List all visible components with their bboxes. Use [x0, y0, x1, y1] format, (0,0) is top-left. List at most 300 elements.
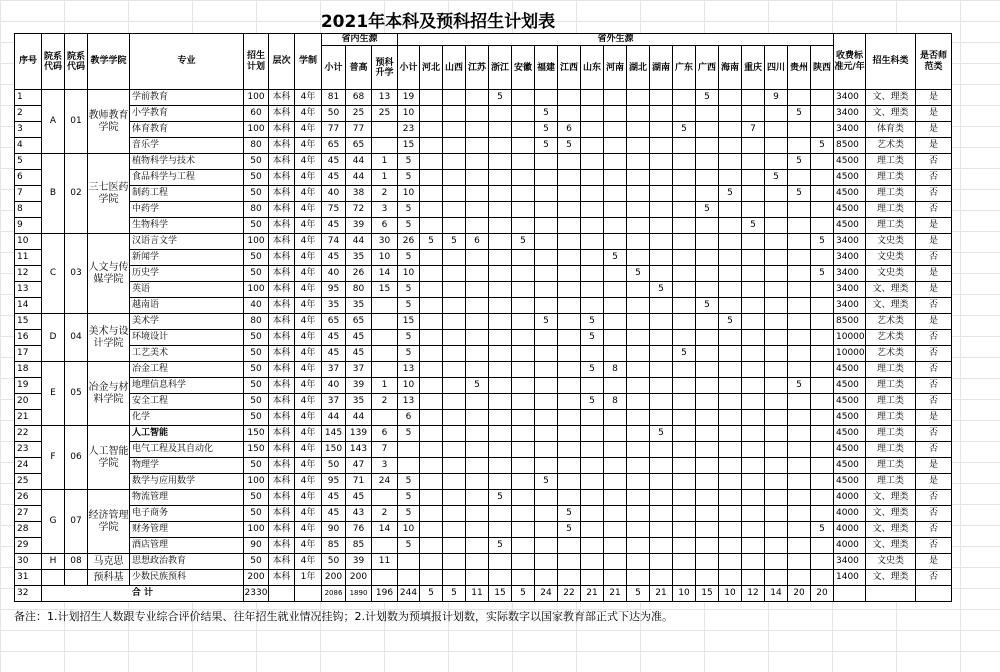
cell-count: 45	[346, 330, 372, 346]
cell-count: 25	[372, 106, 398, 122]
header-out-sub-12: 广东	[673, 46, 696, 90]
cell-major: 学前教育	[130, 90, 244, 106]
cell-count	[742, 522, 765, 538]
cell-count	[489, 122, 512, 138]
cell-count	[512, 362, 535, 378]
cell-duration: 4年	[295, 298, 322, 314]
cell-count	[719, 218, 742, 234]
cell-college: 三七医药学院	[88, 154, 130, 234]
cell-count: 21	[604, 586, 627, 602]
cell-count	[512, 250, 535, 266]
cell-count	[535, 266, 558, 282]
cell-count: 12	[742, 586, 765, 602]
header-seq: 序号	[15, 34, 42, 90]
cell-count	[443, 506, 466, 522]
cell-count: 35	[346, 298, 372, 314]
cell-count: 65	[346, 314, 372, 330]
cell-seq: 5	[15, 154, 42, 170]
cell-count	[420, 298, 443, 314]
cell-count	[604, 522, 627, 538]
cell-level: 本科	[269, 154, 295, 170]
cell-level: 本科	[269, 554, 295, 570]
cell-major: 物理学	[130, 458, 244, 474]
cell-count: 37	[322, 362, 346, 378]
cell-normal: 是	[916, 410, 952, 426]
cell-duration: 4年	[295, 314, 322, 330]
cell-count: 5	[558, 506, 581, 522]
cell-count	[466, 330, 489, 346]
cell-count: 7	[742, 122, 765, 138]
cell-count	[742, 106, 765, 122]
cell-count	[581, 138, 604, 154]
cell-count	[788, 442, 811, 458]
cell-dept-code: E	[42, 362, 65, 426]
cell-fee: 3400	[834, 266, 866, 282]
cell-plan: 100	[244, 282, 269, 298]
cell-seq: 9	[15, 218, 42, 234]
cell-count	[765, 250, 788, 266]
cell-duration: 4年	[295, 250, 322, 266]
cell-count	[489, 570, 512, 586]
cell-count	[673, 522, 696, 538]
cell-count	[420, 378, 443, 394]
cell-count	[581, 154, 604, 170]
cell-count: 1890	[346, 586, 372, 602]
cell-count	[535, 426, 558, 442]
cell-count: 65	[322, 138, 346, 154]
table-row	[15, 426, 952, 442]
cell-dept-code-2: 06	[65, 426, 88, 490]
cell-count: 5	[398, 202, 420, 218]
cell-count	[811, 378, 834, 394]
cell-count: 10	[398, 266, 420, 282]
cell-plan: 50	[244, 506, 269, 522]
header-out-sub-8: 山东	[581, 46, 604, 90]
cell-count	[719, 362, 742, 378]
cell-duration: 4年	[295, 506, 322, 522]
header-normal: 是否师范类	[916, 34, 952, 90]
cell-count	[627, 186, 650, 202]
footnote: 备注：1.计划招生人数跟专业综合评价结果、往年招生就业情况挂钩；2.计划数为预填报计划数，实际数字以国家教育部正式下达为准。	[14, 610, 673, 623]
cell-seq: 14	[15, 298, 42, 314]
cell-count	[581, 250, 604, 266]
cell-count: 5	[398, 346, 420, 362]
cell-count	[489, 154, 512, 170]
cell-count	[443, 282, 466, 298]
cell-count	[673, 490, 696, 506]
cell-count: 40	[322, 378, 346, 394]
cell-count: 90	[322, 522, 346, 538]
cell-category: 文、理类	[866, 106, 916, 122]
cell-count	[558, 554, 581, 570]
cell-count	[696, 106, 719, 122]
cell-count	[765, 538, 788, 554]
table-row	[15, 138, 952, 154]
cell-count	[811, 170, 834, 186]
cell-plan: 100	[244, 90, 269, 106]
header-out-sub-7: 江西	[558, 46, 581, 90]
cell-count: 6	[398, 410, 420, 426]
cell-dept-code: G	[42, 490, 65, 554]
cell-count: 45	[322, 154, 346, 170]
cell-count	[535, 554, 558, 570]
cell-count	[742, 442, 765, 458]
cell-count	[512, 122, 535, 138]
cell-count: 5	[719, 314, 742, 330]
cell-count	[558, 394, 581, 410]
cell-count	[811, 154, 834, 170]
cell-count	[581, 282, 604, 298]
cell-count	[443, 522, 466, 538]
cell-count	[788, 522, 811, 538]
cell-count	[650, 234, 673, 250]
table-row	[15, 522, 952, 538]
cell-count	[372, 138, 398, 154]
cell-normal: 否	[916, 378, 952, 394]
cell-dept-code-2: 05	[65, 362, 88, 426]
cell-count	[466, 90, 489, 106]
cell-count: 77	[346, 122, 372, 138]
cell-count	[811, 394, 834, 410]
cell-count: 24	[535, 586, 558, 602]
cell-count	[765, 570, 788, 586]
cell-count	[696, 266, 719, 282]
cell-count	[696, 250, 719, 266]
cell-count	[742, 266, 765, 282]
cell-seq: 4	[15, 138, 42, 154]
cell-seq: 2	[15, 106, 42, 122]
cell-fee: 4500	[834, 410, 866, 426]
cell-count	[535, 394, 558, 410]
cell-count: 14	[372, 266, 398, 282]
cell-count	[466, 170, 489, 186]
cell-count	[696, 282, 719, 298]
cell-plan: 100	[244, 122, 269, 138]
cell-normal: 否	[916, 394, 952, 410]
cell-count	[696, 346, 719, 362]
cell-dept-code: A	[42, 90, 65, 154]
header-category: 招生科类	[866, 34, 916, 90]
cell-count	[466, 442, 489, 458]
cell-count	[811, 314, 834, 330]
header-in-sub-1: 普高	[346, 46, 372, 90]
cell-count: 40	[322, 266, 346, 282]
cell-count	[811, 330, 834, 346]
cell-count	[420, 474, 443, 490]
cell-count	[581, 202, 604, 218]
cell-count: 5	[788, 378, 811, 394]
cell-count: 5	[581, 314, 604, 330]
table-row	[15, 362, 952, 378]
cell-major: 工艺美术	[130, 346, 244, 362]
cell-count: 80	[346, 282, 372, 298]
cell-count	[765, 442, 788, 458]
cell-major: 越南语	[130, 298, 244, 314]
cell-count	[604, 106, 627, 122]
cell-category: 文、理类	[866, 522, 916, 538]
cell-total-label: 合 计	[42, 586, 244, 602]
cell-count: 139	[346, 426, 372, 442]
cell-count: 37	[322, 394, 346, 410]
cell-count	[420, 506, 443, 522]
cell-count	[558, 426, 581, 442]
table-row	[15, 442, 952, 458]
cell-count	[420, 522, 443, 538]
cell-count: 5	[489, 90, 512, 106]
cell-level: 本科	[269, 362, 295, 378]
cell-count: 21	[581, 586, 604, 602]
cell-count	[650, 154, 673, 170]
cell-count	[719, 410, 742, 426]
cell-count	[742, 250, 765, 266]
cell-count: 45	[322, 250, 346, 266]
cell-fee: 4500	[834, 186, 866, 202]
cell-count	[443, 138, 466, 154]
cell-count	[558, 298, 581, 314]
cell-duration: 4年	[295, 154, 322, 170]
cell-count	[673, 282, 696, 298]
cell-count	[811, 538, 834, 554]
cell-count	[372, 570, 398, 586]
cell-seq: 18	[15, 362, 42, 378]
cell-count	[398, 442, 420, 458]
cell-count	[719, 234, 742, 250]
cell-count	[466, 570, 489, 586]
cell-count	[627, 330, 650, 346]
cell-fee: 3400	[834, 282, 866, 298]
cell-count	[535, 90, 558, 106]
cell-count	[788, 362, 811, 378]
cell-count: 10	[398, 522, 420, 538]
cell-count	[443, 298, 466, 314]
cell-count: 10	[398, 106, 420, 122]
cell-count	[719, 330, 742, 346]
cell-count	[558, 458, 581, 474]
cell-count	[650, 522, 673, 538]
cell-count	[673, 186, 696, 202]
cell-count	[604, 186, 627, 202]
cell-count: 77	[322, 122, 346, 138]
cell-count	[420, 122, 443, 138]
cell-count	[650, 250, 673, 266]
cell-college: 人文与传媒学院	[88, 234, 130, 314]
cell-normal: 是	[916, 106, 952, 122]
cell-count	[466, 298, 489, 314]
cell-count	[627, 362, 650, 378]
cell-count	[420, 394, 443, 410]
cell-count	[627, 298, 650, 314]
cell-count	[627, 490, 650, 506]
cell-count	[742, 474, 765, 490]
cell-count	[558, 538, 581, 554]
cell-count: 2086	[322, 586, 346, 602]
cell-count	[788, 266, 811, 282]
cell-count	[788, 538, 811, 554]
cell-count	[420, 314, 443, 330]
cell-fee: 4500	[834, 442, 866, 458]
cell-seq: 3	[15, 122, 42, 138]
cell-count	[788, 314, 811, 330]
cell-count	[765, 426, 788, 442]
cell-count	[742, 186, 765, 202]
cell-count	[696, 570, 719, 586]
cell-normal: 是	[916, 218, 952, 234]
cell-count	[788, 202, 811, 218]
cell-count	[765, 298, 788, 314]
table-row	[15, 314, 952, 330]
cell-count	[535, 458, 558, 474]
cell-count	[627, 90, 650, 106]
cell-count	[650, 458, 673, 474]
cell-category: 理工类	[866, 154, 916, 170]
cell-count	[512, 490, 535, 506]
cell-count	[604, 218, 627, 234]
cell-count	[466, 154, 489, 170]
cell-count	[673, 394, 696, 410]
cell-count	[696, 186, 719, 202]
cell-count	[673, 298, 696, 314]
cell-count	[604, 410, 627, 426]
cell-count: 5	[627, 586, 650, 602]
cell-count: 8	[604, 362, 627, 378]
cell-count	[742, 458, 765, 474]
cell-count: 5	[811, 234, 834, 250]
header-out-sub-18: 陕西	[811, 46, 834, 90]
cell-count	[627, 282, 650, 298]
cell-count	[650, 506, 673, 522]
cell-count	[627, 394, 650, 410]
cell-count	[742, 330, 765, 346]
cell-count: 85	[322, 538, 346, 554]
cell-plan: 50	[244, 218, 269, 234]
cell-count	[696, 442, 719, 458]
cell-count: 5	[443, 586, 466, 602]
cell-count	[535, 570, 558, 586]
cell-count	[512, 170, 535, 186]
cell-count	[489, 442, 512, 458]
cell-count	[443, 570, 466, 586]
cell-count: 200	[346, 570, 372, 586]
cell-category: 艺术类	[866, 314, 916, 330]
cell-count: 5	[788, 154, 811, 170]
table-row	[15, 202, 952, 218]
cell-count	[443, 170, 466, 186]
cell-count	[742, 554, 765, 570]
cell-count	[604, 314, 627, 330]
cell-count	[696, 538, 719, 554]
cell-college: 人工智能学院	[88, 426, 130, 490]
cell-count: 5	[398, 170, 420, 186]
cell-plan: 50	[244, 410, 269, 426]
cell-normal	[916, 586, 952, 602]
table-row	[15, 506, 952, 522]
cell-duration: 4年	[295, 378, 322, 394]
cell-count: 44	[346, 410, 372, 426]
cell-count	[489, 250, 512, 266]
table-row	[15, 458, 952, 474]
cell-count: 45	[346, 346, 372, 362]
cell-count: 2	[372, 186, 398, 202]
cell-normal: 否	[916, 250, 952, 266]
cell-count	[372, 490, 398, 506]
cell-count	[535, 202, 558, 218]
cell-count: 25	[346, 106, 372, 122]
cell-count	[466, 202, 489, 218]
cell-normal: 否	[916, 154, 952, 170]
header-in-sub-2: 预科升学	[372, 46, 398, 90]
cell-count: 37	[346, 362, 372, 378]
cell-count	[372, 314, 398, 330]
cell-count	[466, 186, 489, 202]
table-row	[15, 122, 952, 138]
cell-count: 3	[372, 458, 398, 474]
cell-count	[719, 474, 742, 490]
cell-count	[443, 538, 466, 554]
table-row	[15, 410, 952, 426]
cell-count	[627, 122, 650, 138]
cell-count	[811, 90, 834, 106]
cell-normal: 是	[916, 282, 952, 298]
cell-count	[719, 378, 742, 394]
table-body	[15, 90, 952, 602]
cell-count	[604, 490, 627, 506]
cell-count	[466, 346, 489, 362]
cell-count: 5	[650, 426, 673, 442]
cell-count	[742, 410, 765, 426]
cell-plan: 40	[244, 298, 269, 314]
cell-count	[627, 250, 650, 266]
cell-count: 43	[346, 506, 372, 522]
cell-count	[512, 314, 535, 330]
cell-count	[443, 394, 466, 410]
cell-duration: 4年	[295, 106, 322, 122]
cell-count	[604, 538, 627, 554]
cell-count	[489, 298, 512, 314]
cell-count	[581, 554, 604, 570]
cell-count: 2	[372, 394, 398, 410]
cell-plan: 50	[244, 378, 269, 394]
cell-duration: 4年	[295, 410, 322, 426]
cell-count	[765, 106, 788, 122]
cell-level: 本科	[269, 122, 295, 138]
cell-count	[420, 442, 443, 458]
cell-fee: 4500	[834, 170, 866, 186]
cell-count	[512, 554, 535, 570]
cell-major: 美术学	[130, 314, 244, 330]
cell-seq: 26	[15, 490, 42, 506]
cell-count	[696, 458, 719, 474]
cell-plan: 50	[244, 170, 269, 186]
cell-count	[558, 314, 581, 330]
cell-count	[673, 218, 696, 234]
cell-normal: 否	[916, 362, 952, 378]
cell-count	[535, 234, 558, 250]
cell-major: 思想政治教育	[130, 554, 244, 570]
cell-count	[788, 218, 811, 234]
cell-count	[581, 506, 604, 522]
cell-count	[466, 554, 489, 570]
cell-count: 74	[322, 234, 346, 250]
cell-count	[765, 362, 788, 378]
cell-count: 5	[650, 282, 673, 298]
cell-duration: 4年	[295, 442, 322, 458]
cell-level: 本科	[269, 346, 295, 362]
cell-count	[673, 474, 696, 490]
cell-count	[604, 458, 627, 474]
cell-count	[765, 266, 788, 282]
cell-category: 体育类	[866, 122, 916, 138]
cell-count	[719, 298, 742, 314]
